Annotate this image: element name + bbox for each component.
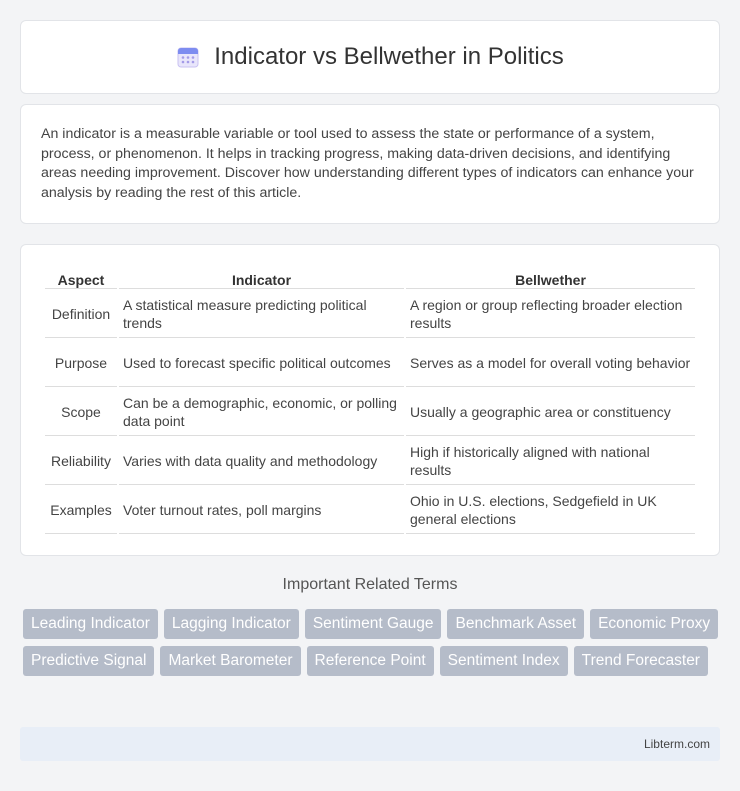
- related-terms-list: [20, 609, 725, 683]
- calendar-icon: [176, 45, 200, 69]
- row-indicator: A statistical measure predicting political trends: [119, 291, 404, 338]
- table-row: [45, 389, 695, 436]
- row-bellwether: Usually a geographic area or constituency: [406, 389, 695, 436]
- row-aspect: Purpose: [45, 340, 117, 387]
- term-tag[interactable]: Sentiment Index: [440, 646, 568, 676]
- comparison-card: [20, 244, 720, 556]
- related-terms-title: Important Related Terms: [282, 576, 458, 593]
- row-aspect: Reliability: [45, 438, 117, 485]
- row-indicator: Varies with data quality and methodology: [119, 438, 404, 485]
- comparison-table: [43, 265, 697, 536]
- row-indicator: Used to forecast specific political outcomes: [119, 340, 404, 387]
- row-bellwether: A region or group reflecting broader election results: [406, 291, 695, 338]
- row-bellwether: Serves as a model for overall voting behavior: [406, 340, 695, 387]
- intro-card: [20, 104, 720, 224]
- table-header-row: [45, 267, 695, 289]
- row-aspect: Examples: [45, 487, 117, 534]
- term-tag[interactable]: Market Barometer: [160, 646, 300, 676]
- term-tag[interactable]: Trend Forecaster: [574, 646, 708, 676]
- table-row: [45, 487, 695, 534]
- row-bellwether: High if historically aligned with national results: [406, 438, 695, 485]
- header-card: [20, 20, 720, 94]
- term-tag[interactable]: Sentiment Gauge: [305, 609, 442, 639]
- term-tag[interactable]: Economic Proxy: [590, 609, 718, 639]
- table-row: [45, 438, 695, 485]
- term-tag[interactable]: Reference Point: [307, 646, 434, 676]
- footer: [20, 727, 720, 761]
- table-row: [45, 340, 695, 387]
- row-aspect: Scope: [45, 389, 117, 436]
- table-row: [45, 291, 695, 338]
- header-indicator: Indicator: [119, 267, 404, 289]
- term-tag[interactable]: Lagging Indicator: [164, 609, 299, 639]
- row-indicator: Voter turnout rates, poll margins: [119, 487, 404, 534]
- intro-text: An indicator is a measurable variable or tool used to assess the state or performance of a system, process, or phenomenon. It helps in tracking progress, making data-driven decisions, and identifying areas needing improvement. Discover how understanding different types of indicators can enhance your analysis by reading the rest of this article.: [41, 126, 694, 201]
- footer-site-link[interactable]: Libterm.com: [643, 737, 710, 751]
- term-tag[interactable]: Predictive Signal: [23, 646, 154, 676]
- row-bellwether: Ohio in U.S. elections, Sedgefield in UK general elections: [406, 487, 695, 534]
- row-indicator: Can be a demographic, economic, or polling data point: [119, 389, 404, 436]
- header-aspect: Aspect: [45, 267, 117, 289]
- header-bellwether: Bellwether: [406, 267, 695, 289]
- row-aspect: Definition: [45, 291, 117, 338]
- term-tag[interactable]: Benchmark Asset: [447, 609, 584, 639]
- page-title: Indicator vs Bellwether in Politics: [214, 43, 564, 70]
- term-tag[interactable]: Leading Indicator: [23, 609, 158, 639]
